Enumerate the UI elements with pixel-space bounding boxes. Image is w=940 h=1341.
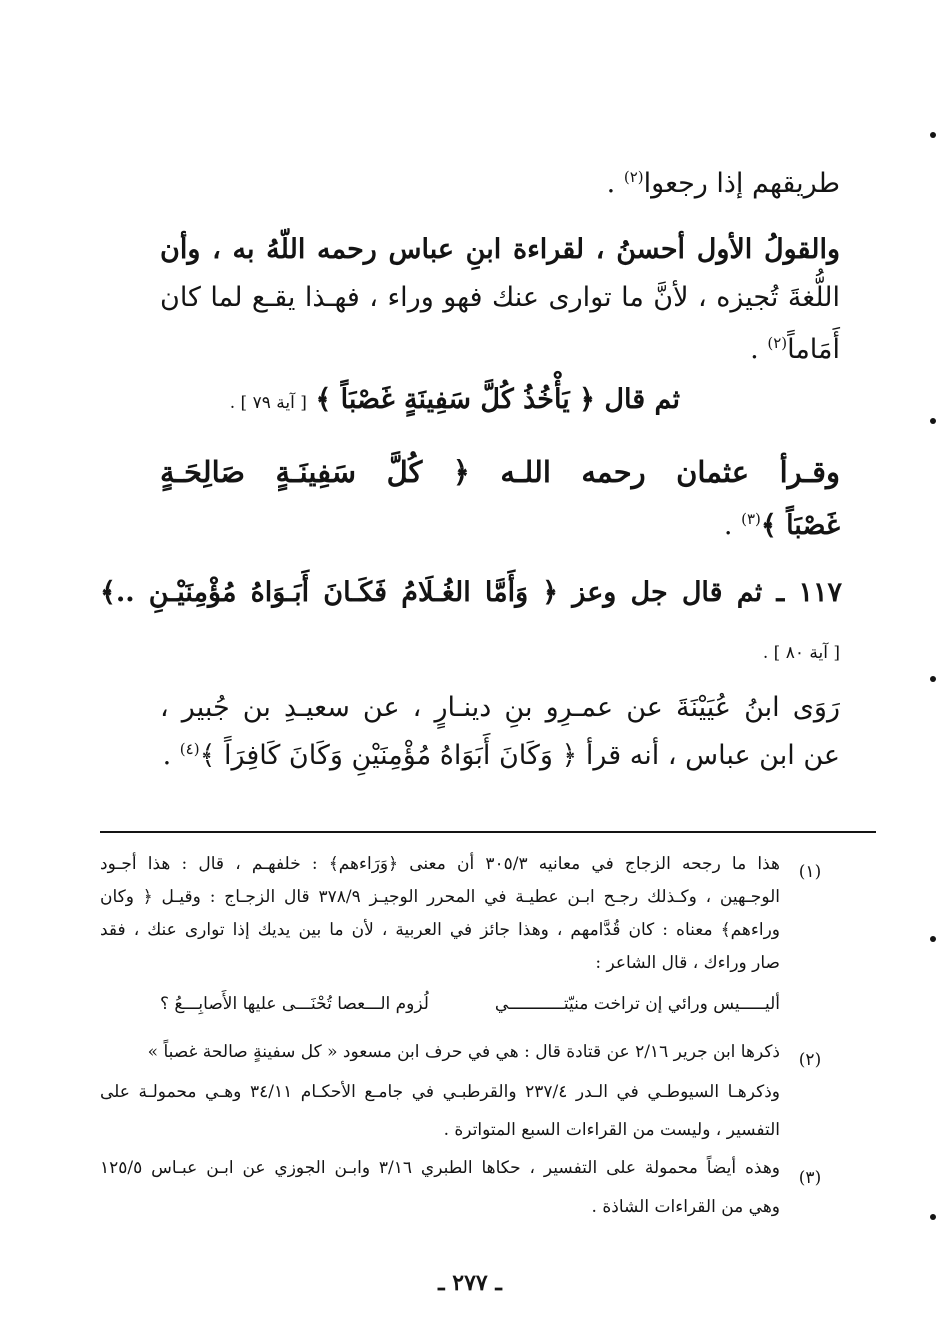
footnote-2-line-3: التفسير ، وليست من القراءات السبع المتواترة .	[443, 1120, 780, 1140]
scan-speck	[930, 1214, 936, 1220]
text-line-2: والقولُ الأول أحسنُ ، لقراءة ابنِ عباس رحمه اللّهُ به ، وأن	[160, 234, 840, 265]
scan-speck	[930, 676, 936, 682]
footnote-1-line-4: صار وراءك ، قال الشاعر :	[595, 953, 780, 973]
footnote-number-2: (٢)	[798, 1050, 822, 1070]
footnote-1-line-2: الوجـهين ، وكـذلك رجـح ابـن عطيـة في المحرر الوجيـز ٣٧٨/٩ قال الزجـاج : وقيـل ﴿ وكان	[100, 887, 780, 907]
text-line-1: طريقهم إذا رجعوا$^{(٢)}$ .	[606, 168, 840, 199]
section-117-heading: ١١٧ ـ ثم قال جل وعز ﴿ وَأَمَّا الغُـلَامُ فَكَـانَ أَبَـوَاهُ مُؤْمِنَيْـنِ ..﴾	[100, 577, 842, 608]
text-line-10: رَوَى ابنُ عُيَيْنَةَ عن عمـرِو بنِ دينـارٍ ، عن سعيـدِ بن جُبير ،	[160, 692, 840, 723]
period: .	[606, 168, 624, 199]
footnote-1-line-3: وراءهم﴾ معناه : كان قُدَّامهم ، وهذا جائز في العربية ، لأن ما بين يديك إذا توارى عنك ، فقد	[100, 920, 780, 940]
verse-first-hemistich: أليـــــيس ورائي إن تراخت منيّتـــــــــــي	[494, 994, 780, 1014]
footnote-separator	[100, 831, 876, 833]
poem-verse	[160, 988, 780, 1021]
scan-speck	[930, 418, 936, 424]
footnote-1-line-1: هذا ما رجحه الزجاج في معانيه ٣٠٥/٣ أن معنى ﴿وَرَاءهم﴾ : خلفهـم ، قال : هذا أجـود	[100, 854, 780, 874]
footnote-ref-4: (٤)	[179, 740, 200, 758]
verse-second-hemistich: لُزوم الـــعصا تُحْنَـــى عليها الأَصابِـــعُ ؟	[160, 994, 429, 1014]
text-line-3: اللُّغةَ تُجيزه ، لأنَّ ما توارى عنك فهو وراء ، فهـذا يقـع لما كان	[160, 282, 840, 313]
verse-reference-79: [ آية ٧٩ ] .	[229, 393, 307, 413]
text-line-6: وقـرأ عثمان رحمه اللـه ﴿ كُلَّ سَفِينَـةٍ صَالِحَـةٍ	[160, 455, 840, 489]
footnote-3-line-1: وهذه أيضاً محمولة على التفسير ، حكاها الطبري ٣/١٦ وابـن الجوزي عن ابـن عبـاس ١٢٥/٥	[100, 1158, 780, 1178]
text-line-11: عن ابن عباس ، أنه قرأ ﴿ وَكَانَ أَبَوَاهُ مُؤْمِنَيْنِ وَكَانَ كَافِرَاً ﴾$^{(٤)}$ .	[162, 740, 840, 771]
footnote-2-line-2: وذكرهـا السيوطـي في الـدر ٢٣٧/٤ والقرطبـي في جامـع الأحكـام ٣٤/١١ وهـي محمولـة على	[100, 1082, 780, 1102]
text-line-4: أَمَاماً$^{(٢)}$ .	[750, 334, 840, 365]
verse-quote-1: ثم قال ﴿ يَأْخُذُ كُلَّ سَفِينَةٍ غَصْبَاً ﴾ [ آية ٧٩ ] .	[229, 384, 680, 415]
footnote-number-3: (٣)	[798, 1168, 822, 1188]
verse-reference-80: [ آية ٨٠ ] .	[762, 643, 840, 663]
page-number: ـ ٢٧٧ ـ	[438, 1270, 502, 1296]
text-line-7: غَصْبَاً ﴾$^{(٣)}$ .	[723, 510, 840, 541]
footnote-ref-2b: (٢)	[767, 334, 788, 352]
footnote-3-line-2: وهي من القراءات الشاذة .	[591, 1197, 780, 1217]
footnote-2-line-1: ذكرها ابن جرير ٢/١٦ عن قتادة قال : هي في حرف ابن مسعود « كل سفينةٍ صالحة غصباً »	[147, 1042, 780, 1062]
footnote-ref-2: (٢)	[623, 168, 644, 186]
scan-speck	[930, 936, 936, 942]
footnote-number-1: (١)	[798, 862, 822, 882]
footnote-ref-3: (٣)	[741, 510, 761, 528]
scan-speck	[930, 132, 936, 138]
